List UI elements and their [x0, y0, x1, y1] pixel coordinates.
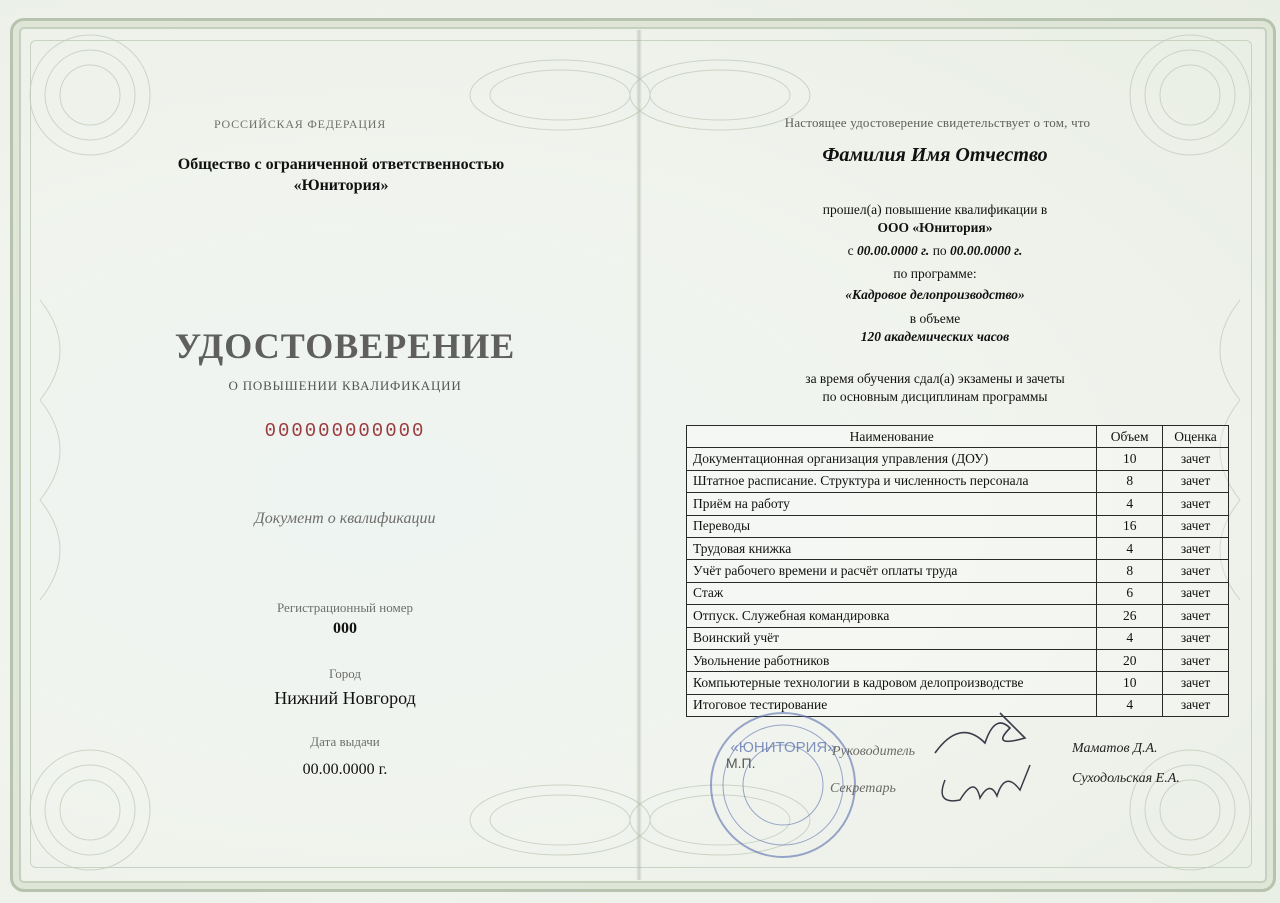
table-row — [687, 448, 1229, 470]
table-row — [687, 627, 1229, 649]
disciplines-table — [686, 425, 1229, 717]
discipline-hours: 8 — [1097, 560, 1163, 582]
intro-text: Настоящее удостоверение свидетельствует о том, что — [784, 115, 1091, 130]
discipline-name: Компьютерные технологии в кадровом делопроизводстве — [687, 672, 1097, 694]
center-fold — [636, 30, 642, 880]
discipline-hours: 8 — [1097, 470, 1163, 492]
discipline-hours: 4 — [1097, 694, 1163, 716]
header-hours: Объем — [1097, 426, 1163, 448]
discipline-hours: 4 — [1097, 493, 1163, 515]
table-row — [687, 537, 1229, 559]
to-word: по — [932, 243, 947, 258]
discipline-grade: зачет — [1163, 537, 1229, 559]
discipline-name: Документационная организация управления (ДОУ) — [687, 448, 1097, 470]
training-organization: ООО «Юнитория» — [877, 220, 993, 235]
discipline-name: Воинский учёт — [687, 627, 1097, 649]
discipline-grade: зачет — [1163, 493, 1229, 515]
discipline-grade: зачет — [1163, 470, 1229, 492]
discipline-grade: зачет — [1163, 560, 1229, 582]
discipline-grade: зачет — [1163, 448, 1229, 470]
discipline-name: Трудовая книжка — [687, 537, 1097, 559]
head-signature — [930, 708, 1040, 768]
header-name: Наименование — [687, 426, 1097, 448]
discipline-hours: 26 — [1097, 605, 1163, 627]
table-row — [687, 582, 1229, 604]
organization-name — [100, 154, 582, 196]
exams-line-2: по основным дисциплинам программы — [822, 389, 1048, 404]
header-grade: Оценка — [1163, 426, 1229, 448]
discipline-name: Итоговое тестирование — [687, 694, 1097, 716]
secretary-signature — [935, 760, 1035, 815]
discipline-name: Переводы — [687, 515, 1097, 537]
discipline-hours: 10 — [1097, 672, 1163, 694]
discipline-name: Увольнение работников — [687, 649, 1097, 671]
discipline-hours: 10 — [1097, 448, 1163, 470]
document-subtitle: О ПОВЫШЕНИИ КВАЛИФИКАЦИИ — [228, 378, 462, 393]
volume-label: в объеме — [909, 311, 961, 326]
stamp-text: «ЮНИТОРИЯ» — [730, 739, 836, 756]
discipline-name: Приём на работу — [687, 493, 1097, 515]
holder-name: Фамилия Имя Отчество — [822, 144, 1048, 166]
training-period — [690, 243, 1180, 259]
volume-value: 120 академических часов — [860, 329, 1010, 344]
table-row — [687, 470, 1229, 492]
registration-value: 000 — [333, 620, 357, 637]
program-label: по программе: — [893, 266, 977, 281]
secretary-name: Суходольская Е.А. — [1072, 771, 1180, 786]
certificate-number: 000000000000 — [264, 420, 426, 442]
date-to: 00.00.0000 г. — [950, 243, 1023, 258]
discipline-hours: 6 — [1097, 582, 1163, 604]
document-type: Документ о квалификации — [254, 510, 436, 527]
discipline-grade: зачет — [1163, 649, 1229, 671]
organization-line-2: «Юнитория» — [293, 177, 389, 194]
discipline-name: Штатное расписание. Структура и численность персонала — [687, 470, 1097, 492]
discipline-grade: зачет — [1163, 582, 1229, 604]
discipline-hours: 4 — [1097, 627, 1163, 649]
stamp-label: М.П. — [726, 755, 756, 771]
registration-label: Регистрационный номер — [277, 600, 413, 615]
discipline-name: Отпуск. Служебная командировка — [687, 605, 1097, 627]
table-row — [687, 560, 1229, 582]
table-row — [687, 515, 1229, 537]
discipline-name: Учёт рабочего времени и расчёт оплаты труда — [687, 560, 1097, 582]
issue-date-label: Дата выдачи — [310, 734, 380, 749]
discipline-grade: зачет — [1163, 605, 1229, 627]
table-row — [687, 649, 1229, 671]
country-label: РОССИЙСКАЯ ФЕДЕРАЦИЯ — [213, 117, 387, 131]
head-name: Маматов Д.А. — [1072, 741, 1158, 756]
date-from: 00.00.0000 г. — [857, 243, 930, 258]
secretary-label: Секретарь — [830, 781, 896, 796]
exams-line-1: за время обучения сдал(а) экзамены и зачеты — [805, 371, 1065, 386]
program-name: «Кадровое делопроизводство» — [845, 287, 1025, 302]
discipline-name: Стаж — [687, 582, 1097, 604]
table-row — [687, 605, 1229, 627]
discipline-hours: 16 — [1097, 515, 1163, 537]
passed-text: прошел(а) повышение квалификации в — [822, 202, 1048, 217]
table-header-row — [687, 426, 1229, 448]
table-row — [687, 493, 1229, 515]
city-value: Нижний Новгород — [274, 688, 416, 708]
discipline-hours: 4 — [1097, 537, 1163, 559]
table-row — [687, 672, 1229, 694]
discipline-hours: 20 — [1097, 649, 1163, 671]
discipline-grade: зачет — [1163, 694, 1229, 716]
discipline-grade: зачет — [1163, 627, 1229, 649]
document-title: УДОСТОВЕРЕНИЕ — [174, 326, 516, 366]
discipline-grade: зачет — [1163, 515, 1229, 537]
issue-date-value: 00.00.0000 г. — [302, 761, 388, 778]
discipline-grade: зачет — [1163, 672, 1229, 694]
city-label: Город — [328, 666, 362, 681]
head-label: Руководитель — [832, 744, 916, 759]
organization-line-1: Общество с ограниченной ответственностью — [177, 156, 505, 173]
from-word: с — [847, 243, 854, 258]
